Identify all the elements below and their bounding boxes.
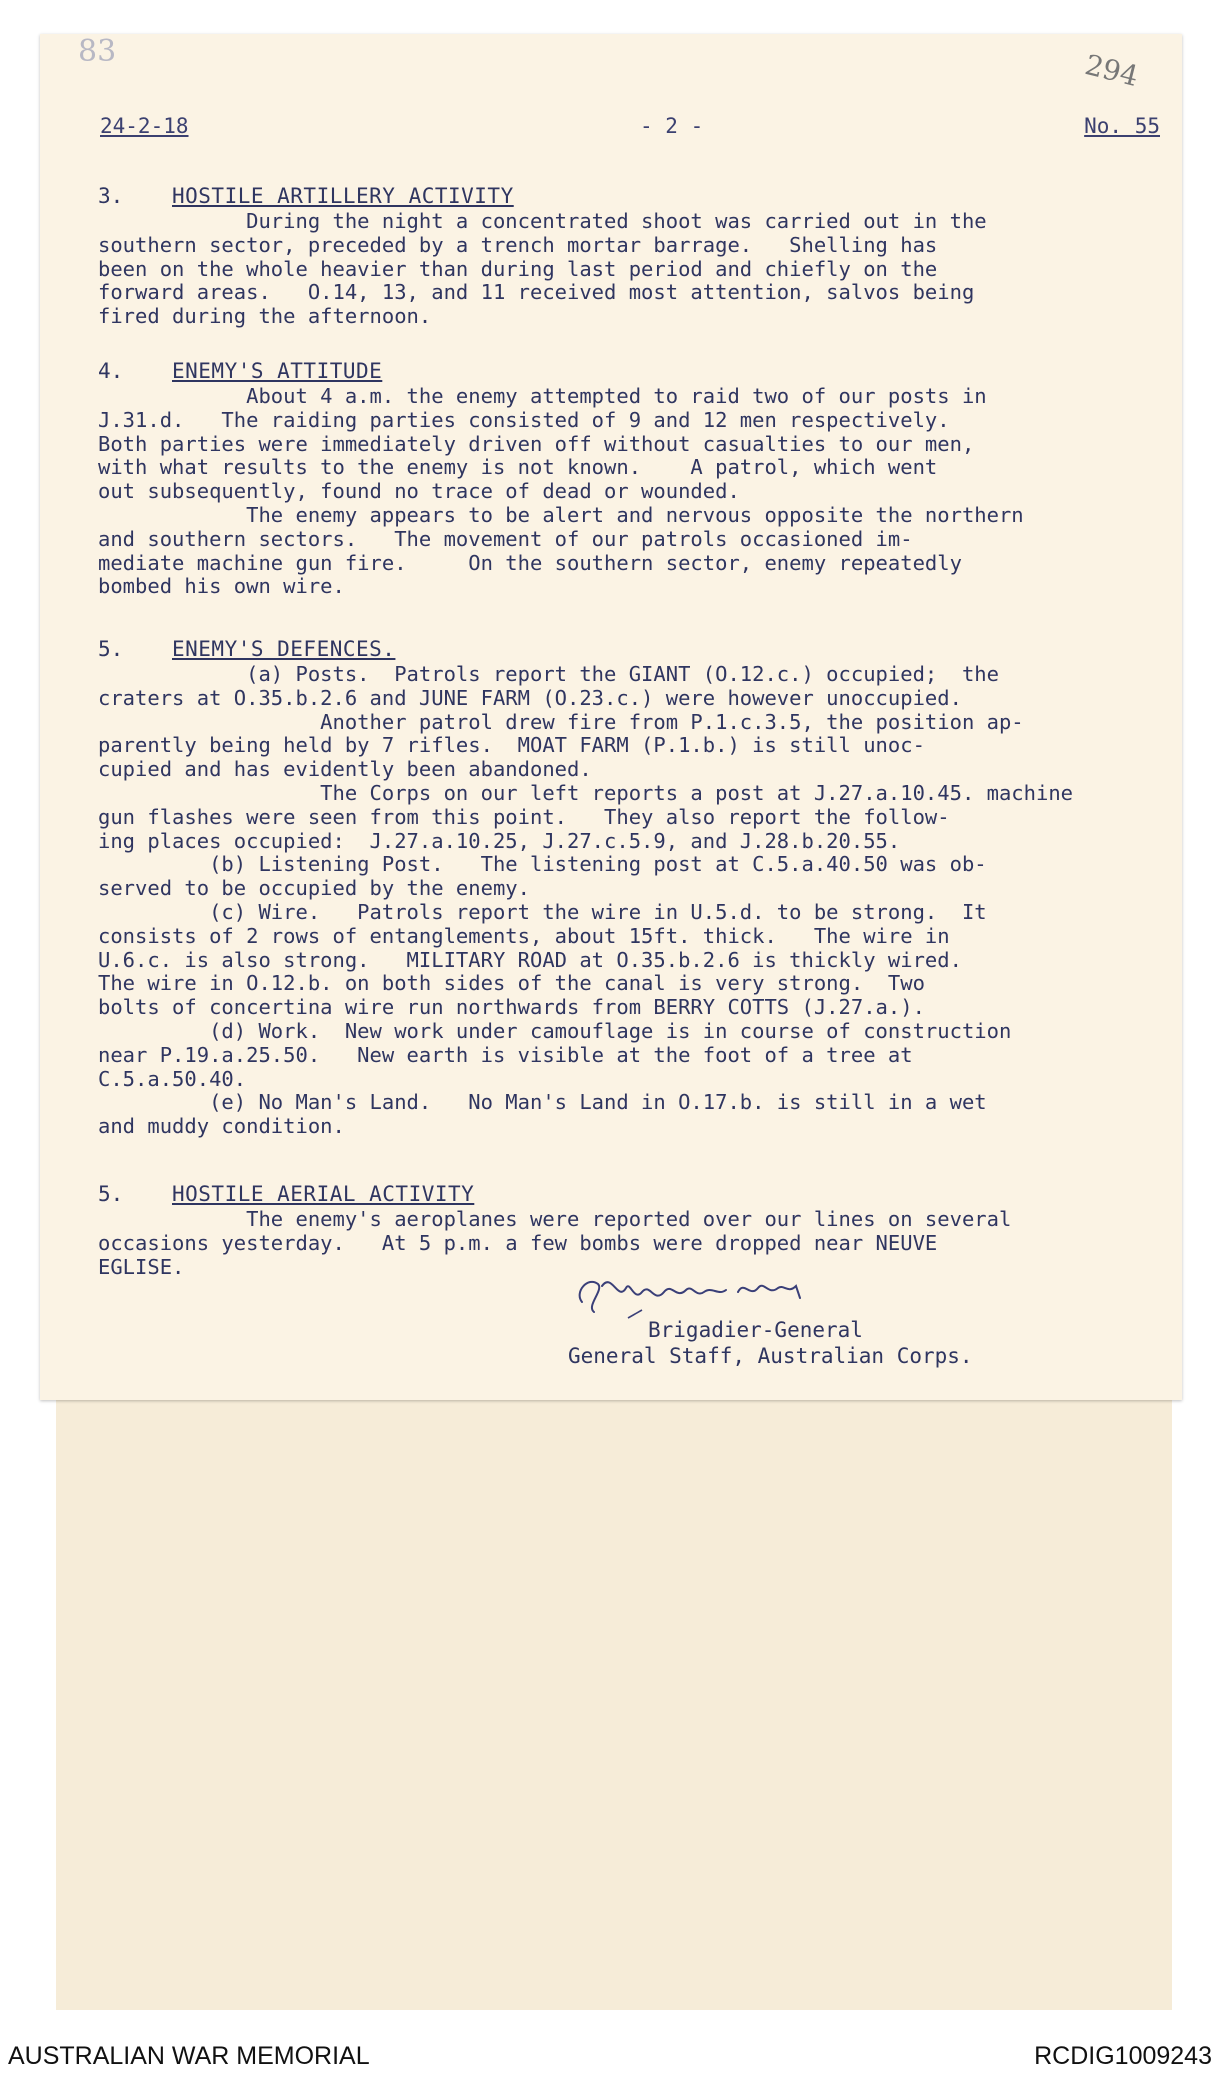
document-page <box>40 34 1182 1400</box>
section-body: About 4 a.m. the enemy attempted to raid two of our posts in J.31.d. The raiding parties consisted of 9 and 12 men respectively. Both parties were immediately driven off without casualties to our men, with what results to the enemy is not known. A patrol, which went out subsequently, found no trace of dead or wounded. The enemy appears to be alert and nervous opposite the northern and southern sectors. The movement of our patrols occasioned im- mediate machine gun fire. On the southern sector, enemy repeatedly bombed his own wire. <box>98 384 1024 599</box>
archive-footer <box>0 2038 1222 2078</box>
section-title: ENEMY'S DEFENCES. <box>172 637 396 661</box>
backing-sheet <box>56 1380 1172 2010</box>
header-report-number: No. 55 <box>1084 114 1160 138</box>
section-body: The enemy's aeroplanes were reported over our lines on several occasions yesterday. At 5 p.m. a few bombs were dropped near NEUVE EGLISE. <box>98 1207 1012 1279</box>
section-number: 4. <box>98 359 124 383</box>
section-title: HOSTILE ARTILLERY ACTIVITY <box>172 184 514 208</box>
section-body: During the night a concentrated shoot was carried out in the southern sector, preceded by a trench mortar barrage. Shelling has been on the whole heavier than during last period and chiefly on the forward areas. O.14, 13, and 11 received most attention, salvos being fired during the afternoon. <box>98 209 987 329</box>
section-number: 3. <box>98 184 124 208</box>
corner-number: 83 <box>78 34 117 69</box>
section-title: HOSTILE AERIAL ACTIVITY <box>172 1182 475 1206</box>
archive-name: AUSTRALIAN WAR MEMORIAL <box>8 2042 370 2070</box>
section-number: 5. <box>98 637 124 661</box>
section-number: 5. <box>98 1182 124 1206</box>
signatory-rank: Brigadier-General <box>648 1318 863 1342</box>
handwritten-signature <box>568 1262 848 1322</box>
header-page-number: - 2 - <box>640 114 704 138</box>
header-date: 24-2-18 <box>100 114 189 138</box>
archive-reference: RCDIG1009243 <box>1034 2042 1212 2070</box>
section-body: (a) Posts. Patrols report the GIANT (O.12.c.) occupied; the craters at O.35.b.2.6 and JUNE FARM (O.23.c.) were however unoccupied. Another patrol drew fire from P.1.c.3.5, the position ap- parently being held by 7 rifles. MOAT FARM (P.1.b.) is still unoc- cupied and has evidently been abandoned. The Corps on our left reports a post at J.27.a.10.45. machine gun flashes were seen from this point. They also report the follow- ing places occupied: J.27.a.10.25, J.27.c.5.9, and J.28.b.20.55. (b) Listening Post. The listening post at C.5.a.40.50 was ob- served to be occupied by the enemy. (c) Wire. Patrols report the wire in U.5.d. to be strong. It consists of 2 rows of entanglements, about 15ft. thick. The wire in U.6.c. is also strong. MILITARY ROAD at O.35.b.2.6 is thickly wired. The wire in O.12.b. on both sides of the canal is very strong. Two bolts of concertina wire run northwards from BERRY COTTS (J.27.a.). (d) Work. New work under camouflage is in course of construction near P.19.a.25.50. New earth is visible at the foot of a tree at C.5.a.50.40. (e) No Man's Land. No Man's Land in O.17.b. is still in a wet and muddy condition. <box>98 662 1074 1139</box>
page-header <box>100 114 1160 148</box>
section-title: ENEMY'S ATTITUDE <box>172 359 383 383</box>
folio-number: 294 <box>1081 48 1142 93</box>
signatory-unit: General Staff, Australian Corps. <box>568 1344 973 1368</box>
